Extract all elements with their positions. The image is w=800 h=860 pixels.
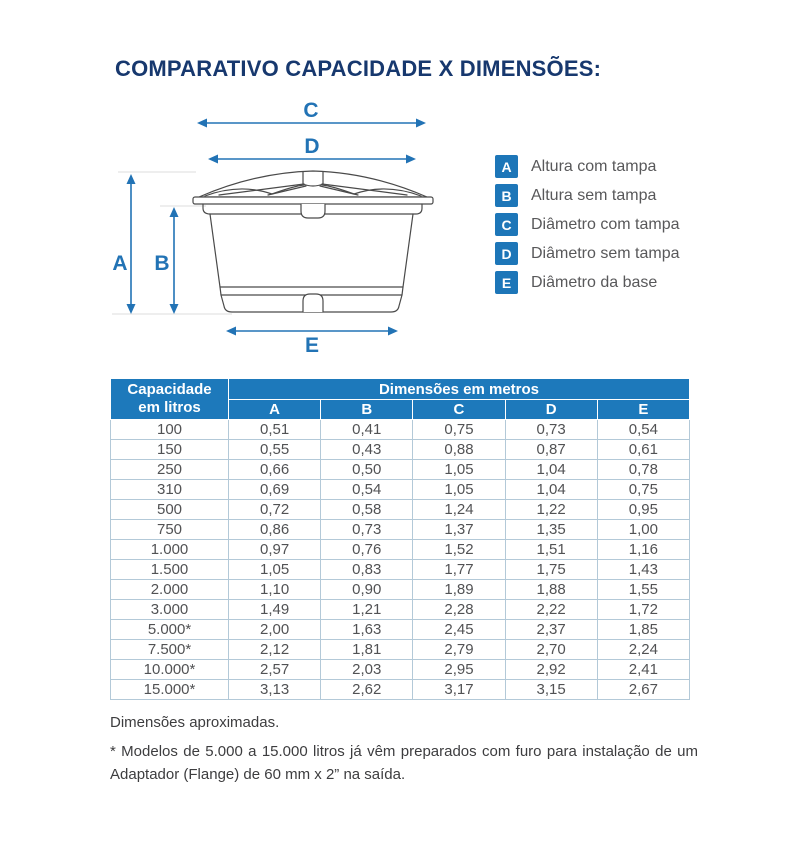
capacity-cell: 7.500* xyxy=(111,640,229,660)
dimension-legend xyxy=(495,155,680,300)
dimension-cell: 0,58 xyxy=(321,500,413,520)
col-header-a: A xyxy=(229,400,321,420)
table-row xyxy=(111,580,690,600)
capacity-cell: 500 xyxy=(111,500,229,520)
dimension-cell: 2,57 xyxy=(229,660,321,680)
capacity-cell: 3.000 xyxy=(111,600,229,620)
legend-item-e xyxy=(495,271,680,294)
capacity-cell: 5.000* xyxy=(111,620,229,640)
dimension-arrows xyxy=(127,119,427,336)
dimension-cell: 0,90 xyxy=(321,580,413,600)
dimension-cell: 0,95 xyxy=(597,500,689,520)
table-row xyxy=(111,500,690,520)
label-e: E xyxy=(304,334,320,357)
dimension-cell: 1,22 xyxy=(505,500,597,520)
table-row xyxy=(111,440,690,460)
tank-body xyxy=(210,214,413,287)
col-header-b: B xyxy=(321,400,413,420)
dimension-cell: 1,77 xyxy=(413,560,505,580)
legend-item-c xyxy=(495,213,680,236)
label-a: A xyxy=(112,252,128,275)
dimension-cell: 2,45 xyxy=(413,620,505,640)
dimension-cell: 2,03 xyxy=(321,660,413,680)
dimension-cell: 2,24 xyxy=(597,640,689,660)
note-flange: * Modelos de 5.000 a 15.000 litros já vêm preparados com furo para instalação de um Adaptador (Flange) de 60 mm x 2” na saída. xyxy=(110,743,698,783)
dimension-cell: 0,43 xyxy=(321,440,413,460)
capacity-cell: 310 xyxy=(111,480,229,500)
page-title: COMPARATIVO CAPACIDADE X DIMENSÕES: xyxy=(115,56,602,81)
dimension-cell: 2,41 xyxy=(597,660,689,680)
dimension-cell: 0,61 xyxy=(597,440,689,460)
capacity-table xyxy=(110,378,690,700)
dimension-cell: 2,70 xyxy=(505,640,597,660)
legend-label-c: Diâmetro com tampa xyxy=(531,215,680,233)
dimension-cell: 0,54 xyxy=(321,480,413,500)
table-row xyxy=(111,460,690,480)
dimension-cell: 0,73 xyxy=(505,420,597,440)
col-header-c: C xyxy=(413,400,505,420)
dimension-cell: 3,17 xyxy=(413,680,505,700)
legend-item-b xyxy=(495,184,680,207)
table-row xyxy=(111,680,690,700)
dimension-cell: 1,16 xyxy=(597,540,689,560)
legend-key-a: A xyxy=(495,155,518,178)
dimensions-group-header: Dimensões em metros xyxy=(229,379,690,400)
dimension-cell: 1,85 xyxy=(597,620,689,640)
label-d: D xyxy=(304,135,320,158)
dimension-cell: 0,76 xyxy=(321,540,413,560)
capacity-cell: 250 xyxy=(111,460,229,480)
dimension-cell: 0,54 xyxy=(597,420,689,440)
col-header-d: D xyxy=(505,400,597,420)
dimension-cell: 1,35 xyxy=(505,520,597,540)
note-dimensions-approx: Dimensões aproximadas. xyxy=(110,714,280,731)
dimension-cell: 1,72 xyxy=(597,600,689,620)
legend-key-c: C xyxy=(495,213,518,236)
dimension-cell: 0,51 xyxy=(229,420,321,440)
dimension-cell: 0,78 xyxy=(597,460,689,480)
table-row xyxy=(111,480,690,500)
collar-notch xyxy=(301,204,325,218)
col-header-e: E xyxy=(597,400,689,420)
dimension-cell: 1,89 xyxy=(413,580,505,600)
dimension-labels xyxy=(112,99,319,357)
dimension-cell: 0,66 xyxy=(229,460,321,480)
capacity-cell: 750 xyxy=(111,520,229,540)
dimension-cell: 0,83 xyxy=(321,560,413,580)
dimension-cell: 0,86 xyxy=(229,520,321,540)
dimension-cell: 0,73 xyxy=(321,520,413,540)
dimension-cell: 1,00 xyxy=(597,520,689,540)
table-row xyxy=(111,640,690,660)
capacity-column-header xyxy=(111,379,229,420)
dimension-cell: 1,51 xyxy=(505,540,597,560)
dimension-cell: 2,62 xyxy=(321,680,413,700)
dimension-cell: 2,28 xyxy=(413,600,505,620)
legend-item-d xyxy=(495,242,680,265)
dimension-cell: 0,55 xyxy=(229,440,321,460)
capacity-cell: 2.000 xyxy=(111,580,229,600)
dimension-cell: 1,75 xyxy=(505,560,597,580)
legend-key-b: B xyxy=(495,184,518,207)
capacity-cell: 10.000* xyxy=(111,660,229,680)
dimension-cell: 0,97 xyxy=(229,540,321,560)
capacity-header-line1: Capacidade xyxy=(127,381,212,398)
dimension-cell: 3,13 xyxy=(229,680,321,700)
dimension-cell: 2,79 xyxy=(413,640,505,660)
dimension-cell: 1,37 xyxy=(413,520,505,540)
dimension-cell: 2,00 xyxy=(229,620,321,640)
dimension-cell: 1,04 xyxy=(505,480,597,500)
table-row xyxy=(111,520,690,540)
dimension-cell: 0,75 xyxy=(597,480,689,500)
capacity-cell: 15.000* xyxy=(111,680,229,700)
capacity-table-wrap xyxy=(110,378,690,700)
legend-label-b: Altura sem tampa xyxy=(531,186,657,204)
dimension-cell: 3,15 xyxy=(505,680,597,700)
dimension-cell: 2,95 xyxy=(413,660,505,680)
dimension-cell: 1,05 xyxy=(413,480,505,500)
dimension-cell: 0,88 xyxy=(413,440,505,460)
capacity-table-body xyxy=(111,420,690,700)
dimension-cell: 2,92 xyxy=(505,660,597,680)
tank-drawing xyxy=(193,171,433,312)
legend-key-e: E xyxy=(495,271,518,294)
dimension-cell: 1,05 xyxy=(413,460,505,480)
dimension-cell: 0,87 xyxy=(505,440,597,460)
legend-label-e: Diâmetro da base xyxy=(531,273,658,291)
legend-item-a xyxy=(495,155,680,178)
dimension-cell: 1,21 xyxy=(321,600,413,620)
dimension-cell: 0,50 xyxy=(321,460,413,480)
arrow-a xyxy=(127,174,136,314)
tank-rim xyxy=(193,197,433,204)
base-arch xyxy=(303,294,323,312)
table-row xyxy=(111,420,690,440)
footnotes xyxy=(110,714,698,786)
label-b: B xyxy=(154,252,170,275)
capacity-cell: 150 xyxy=(111,440,229,460)
table-row xyxy=(111,560,690,580)
label-c: C xyxy=(303,99,319,122)
table-row xyxy=(111,600,690,620)
dimension-cell: 1,81 xyxy=(321,640,413,660)
capacity-cell: 1.000 xyxy=(111,540,229,560)
tank-diagram xyxy=(0,0,800,380)
table-head xyxy=(111,379,690,420)
dimension-cell: 1,49 xyxy=(229,600,321,620)
dimension-cell: 1,04 xyxy=(505,460,597,480)
dimension-cell: 0,41 xyxy=(321,420,413,440)
capacity-cell: 1.500 xyxy=(111,560,229,580)
arrow-b xyxy=(170,207,179,314)
dimension-cell: 0,69 xyxy=(229,480,321,500)
capacity-header-line2: em litros xyxy=(138,399,201,416)
dimension-cell: 1,63 xyxy=(321,620,413,640)
dimension-cell: 1,52 xyxy=(413,540,505,560)
table-row xyxy=(111,540,690,560)
legend-label-d: Diâmetro sem tampa xyxy=(531,244,680,262)
dimension-cell: 1,24 xyxy=(413,500,505,520)
dimension-cell: 2,67 xyxy=(597,680,689,700)
legend-key-d: D xyxy=(495,242,518,265)
lid-cap xyxy=(303,172,323,186)
dimension-cell: 1,10 xyxy=(229,580,321,600)
dimension-cell: 0,72 xyxy=(229,500,321,520)
dimension-cell: 0,75 xyxy=(413,420,505,440)
capacity-cell: 100 xyxy=(111,420,229,440)
legend-label-a: Altura com tampa xyxy=(531,157,657,175)
dimension-cell: 1,05 xyxy=(229,560,321,580)
dimension-cell: 2,37 xyxy=(505,620,597,640)
table-row xyxy=(111,660,690,680)
dimension-cell: 1,55 xyxy=(597,580,689,600)
dimension-cell: 1,43 xyxy=(597,560,689,580)
dimension-cell: 2,22 xyxy=(505,600,597,620)
table-row xyxy=(111,620,690,640)
dimension-cell: 1,88 xyxy=(505,580,597,600)
dimension-cell: 2,12 xyxy=(229,640,321,660)
